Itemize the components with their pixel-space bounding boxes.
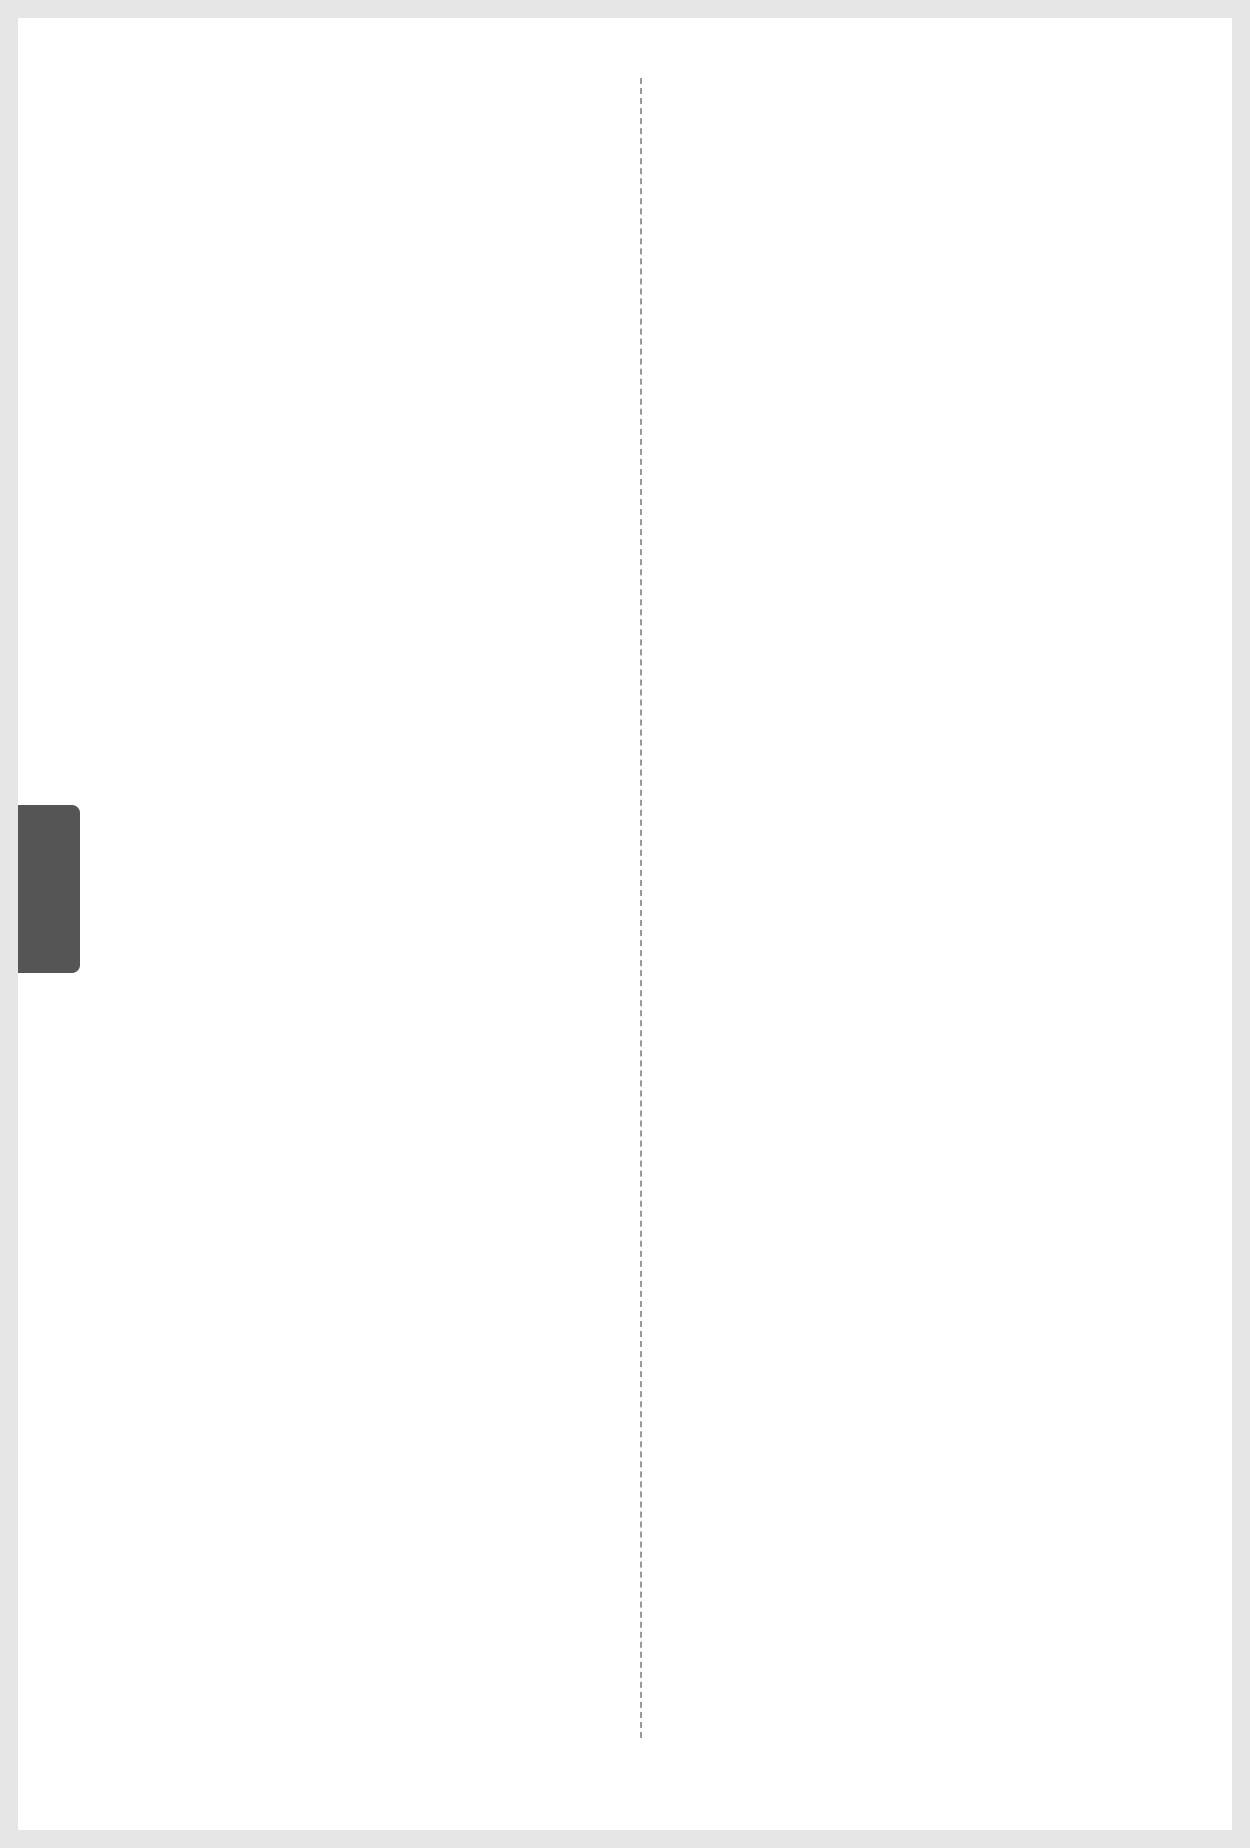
side-tab: [18, 805, 80, 973]
page: [18, 18, 1232, 1830]
column-divider: [640, 78, 642, 1738]
